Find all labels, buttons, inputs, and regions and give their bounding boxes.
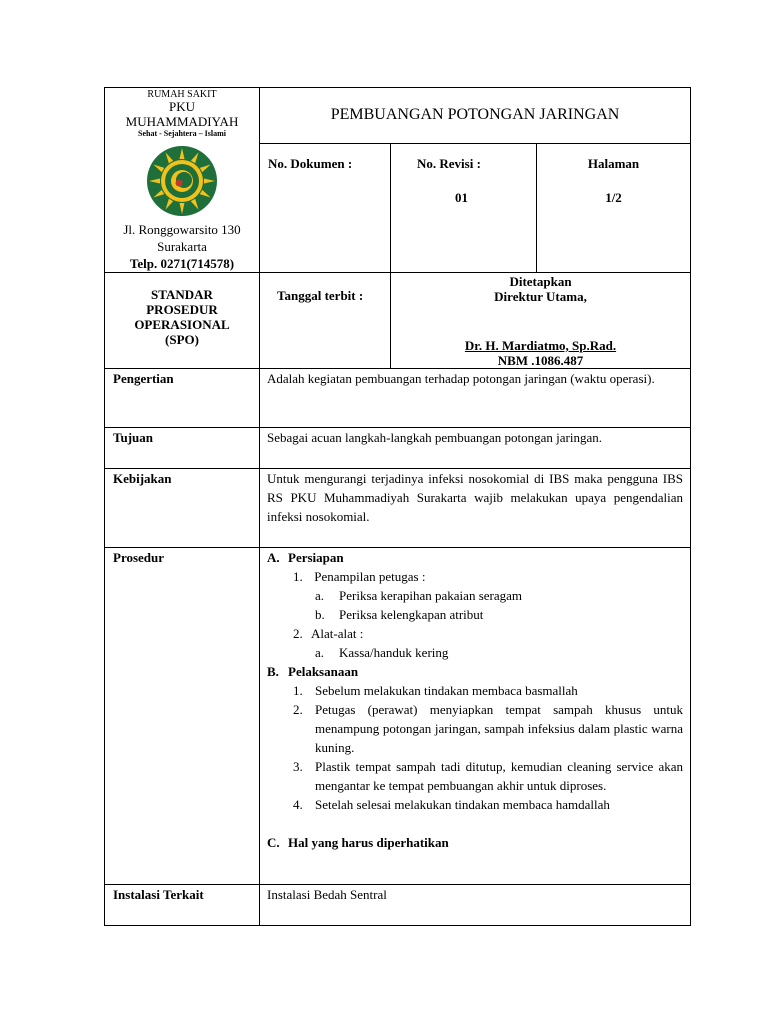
list-item	[267, 643, 683, 662]
list-item	[267, 795, 683, 814]
section-b-letter: B.	[267, 664, 279, 679]
no-revisi-value: 01	[455, 189, 468, 205]
muhammadiyah-sun-emblem-icon	[146, 145, 218, 217]
section-a-heading	[267, 548, 683, 567]
b4-text: Setelah selesai melakukan tindakan membaca hamdallah	[315, 797, 610, 812]
hospital-name-line2: MUHAMMADIYAH	[125, 114, 239, 129]
b1-text: Sebelum melakukan tindakan membaca basmallah	[315, 683, 578, 698]
a1b-text: Periksa kelengkapan atribut	[339, 607, 484, 622]
prosedur-content	[260, 548, 691, 885]
hospital-motto: Sehat - Sejahtera – Islami	[138, 129, 226, 138]
b1-num: 1.	[293, 683, 303, 698]
spo-line2: PROSEDUR	[146, 302, 218, 317]
halaman-cell	[537, 143, 691, 273]
a1a-text: Periksa kerapihan pakaian seragam	[339, 588, 523, 603]
tujuan-text: Sebagai acuan langkah-langkah pembuangan potongan jaringan.	[260, 428, 691, 469]
section-b-heading	[267, 662, 683, 681]
a1-text: Penampilan petugas :	[314, 569, 426, 584]
hospital-phone: Telp. 0271(714578)	[129, 256, 235, 271]
list-item	[267, 700, 683, 757]
list-item	[267, 757, 683, 795]
list-item	[267, 605, 683, 624]
b2-num: 2.	[293, 702, 303, 717]
no-dokumen-label: No. Dokumen :	[268, 155, 353, 171]
pengertian-label: Pengertian	[105, 369, 260, 428]
list-item	[267, 586, 683, 605]
halaman-value: 1/2	[605, 189, 622, 205]
b3-num: 3.	[293, 759, 303, 774]
a1b-num: b.	[315, 607, 325, 622]
pengertian-text: Adalah kegiatan pembuangan terhadap potongan jaringan (waktu operasi).	[260, 369, 691, 428]
hospital-name-line1: PKU	[168, 99, 195, 114]
no-revisi-cell	[391, 143, 537, 273]
tanggal-terbit-label: Tanggal terbit :	[277, 288, 364, 303]
section-c-title: Hal yang harus diperhatikan	[288, 835, 449, 850]
b2-text: Petugas (perawat) menyiapkan tempat sampah khusus untuk menampung potongan jaringan, sampah infeksius dalam plastic warna kuning.	[315, 702, 684, 755]
a2-num: 2.	[293, 626, 303, 641]
instalasi-text: Instalasi Bedah Sentral	[260, 885, 691, 926]
hospital-city: Surakarta	[157, 239, 207, 254]
spo-line3: OPERASIONAL	[134, 317, 230, 332]
list-item	[267, 567, 683, 586]
spo-cell	[105, 273, 260, 369]
kebijakan-text: Untuk mengurangi terjadinya infeksi nosokomial di IBS maka pengguna IBS RS PKU Muhammadiyah Surakarta wajib melakukan upaya pengendalian infeksi nosokomial.	[260, 469, 691, 548]
hospital-type: RUMAH SAKIT	[147, 89, 217, 100]
spo-table	[104, 87, 691, 926]
tujuan-label: Tujuan	[105, 428, 260, 469]
document-title: PEMBUANGAN POTONGAN JARINGAN	[260, 88, 691, 144]
ditetapkan-cell	[391, 273, 691, 369]
a1a-num: a.	[315, 588, 325, 603]
list-item	[267, 681, 683, 700]
spo-document	[104, 87, 690, 926]
section-c-letter: C.	[267, 835, 280, 850]
a2-text: Alat-alat :	[311, 626, 364, 641]
no-dokumen-cell	[260, 143, 391, 273]
no-revisi-label: No. Revisi :	[417, 155, 481, 171]
tanggal-terbit-cell	[260, 273, 391, 369]
ditetapkan-label: Ditetapkan	[509, 274, 572, 289]
prosedur-label: Prosedur	[105, 548, 260, 885]
kebijakan-label: Kebijakan	[105, 469, 260, 548]
spo-line4: (SPO)	[165, 332, 199, 347]
hospital-address: Jl. Ronggowarsito 130	[123, 222, 241, 237]
hospital-header-cell	[105, 88, 260, 273]
signer-name: Dr. H. Mardiatmo, Sp.Rad.	[464, 338, 617, 353]
a2a-num: a.	[315, 645, 325, 660]
list-item	[267, 624, 683, 643]
section-c-heading	[267, 833, 683, 852]
b4-num: 4.	[293, 797, 303, 812]
section-b-title: Pelaksanaan	[288, 664, 359, 679]
signer-nbm: NBM .1086.487	[497, 353, 584, 368]
a1-num: 1.	[293, 569, 303, 584]
spo-line1: STANDAR	[151, 287, 213, 302]
section-a-title: Persiapan	[288, 550, 344, 565]
jabatan-label: Direktur Utama,	[494, 289, 587, 304]
b3-text: Plastik tempat sampah tadi ditutup, kemudian cleaning service akan mengantar ke tempat pembuangan akhir untuk diproses.	[315, 759, 684, 793]
instalasi-label: Instalasi Terkait	[105, 885, 260, 926]
halaman-label: Halaman	[587, 155, 640, 171]
spacer	[267, 814, 683, 833]
a2a-text: Kassa/handuk kering	[339, 645, 449, 660]
section-a-letter: A.	[267, 550, 280, 565]
